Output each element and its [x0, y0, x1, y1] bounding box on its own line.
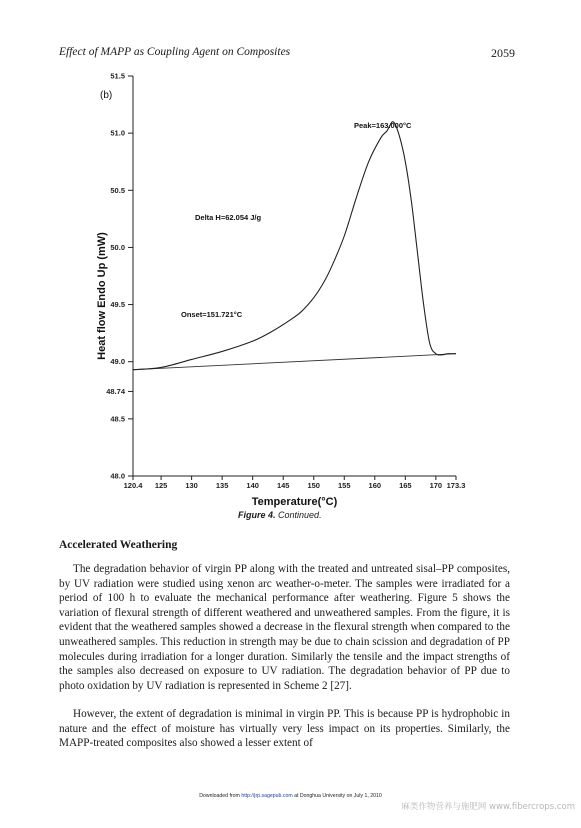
x-tick-label-11: 173.3 [446, 481, 466, 490]
footer-link[interactable]: http://jrp.sagepub.com [241, 793, 293, 799]
dsc-chart [88, 70, 488, 510]
y-axis-ticks [106, 72, 133, 481]
x-tick-label-4: 140 [246, 481, 259, 490]
onset-annotation: Onset=151.721°C [181, 310, 243, 319]
x-tick-label-6: 150 [307, 481, 320, 490]
section-heading: Accelerated Weathering [59, 539, 178, 551]
figure-caption-label: Figure 4. [238, 510, 276, 520]
running-head [59, 46, 515, 58]
running-head-title: Effect of MAPP as Coupling Agent on Composites [59, 46, 291, 58]
panel-label: (b) [100, 90, 113, 101]
y-tick-label-8: 51.5 [110, 71, 125, 81]
y-tick-label-1: 48.5 [110, 414, 125, 424]
footer-suffix: at Donghua University on July 1, 2010 [294, 793, 382, 799]
x-tick-label-2: 130 [185, 481, 198, 490]
figure-caption-text: Continued. [278, 510, 322, 520]
y-tick-label-3: 49.0 [110, 357, 125, 367]
x-tick-label-10: 170 [429, 481, 443, 490]
x-tick-label-7: 155 [338, 481, 351, 490]
chart-lines [133, 122, 456, 370]
y-tick-label-0: 48.0 [110, 471, 125, 481]
y-tick-label-4: 49.5 [110, 300, 125, 310]
peak-annotation: Peak=163.000°C [354, 121, 412, 130]
chart-axes [96, 76, 456, 508]
x-tick-label-0: 120.4 [123, 481, 143, 490]
x-axis-ticks [124, 476, 466, 490]
download-footer [0, 793, 581, 799]
y-tick-label-2: 48.74 [106, 386, 125, 396]
dsc-curve [133, 122, 456, 370]
x-tick-label-8: 160 [368, 481, 382, 490]
figure-caption [238, 510, 322, 520]
page-number: 2059 [491, 46, 515, 60]
paragraph-1: The degradation behavior of virgin PP along with the treated and untreated sisal–PP composites, by UV radiation were studied using xenon arc weather-o-meter. The samples were irradiated for a period of 100 h to evaluate the mechanical performance after weathering. Figure 5 shows the variation of flexural strength of different weathered and unweathered samples. From the figure, it is evident that the weathered samples showed a decrease in the flexural strength when compared to the unweathered samples. This reduction in strength may be due to chain scission and degradation of PP molecules during irradiation for a longer duration. Similarly the tensile and the impact strengths of the samples also decreased on exposure to UV radiation. The degradation behavior of PP due to photo oxidation by UV radiation is represented in Scheme 2 [27]. [59, 563, 510, 692]
y-axis-label: Heat flow Endo Up (mW) [96, 232, 108, 360]
y-tick-label-5: 50.0 [110, 242, 125, 252]
watermark: 麻类作物营养与施肥网 www.fibercrops.com [401, 802, 575, 812]
y-tick-label-6: 50.5 [110, 185, 125, 195]
x-tick-label-1: 125 [154, 481, 168, 490]
x-tick-label-3: 135 [215, 481, 229, 490]
x-axis-label: Temperature(°C) [251, 496, 338, 508]
delta-h-annotation: Delta H=62.054 J/g [195, 213, 262, 222]
y-tick-label-7: 51.0 [110, 128, 125, 138]
x-tick-label-9: 165 [399, 481, 412, 490]
chart-annotations [100, 90, 412, 319]
paragraph-2: However, the extent of degradation is minimal in virgin PP. This is because PP is hydrophobic in nature and the effect of moisture has virtually very less impact on its properties. Similarly, the MAPP-treated composites also showed a lesser extent of [59, 708, 510, 750]
x-tick-label-5: 145 [276, 481, 290, 490]
footer-prefix: Downloaded from [199, 793, 240, 799]
